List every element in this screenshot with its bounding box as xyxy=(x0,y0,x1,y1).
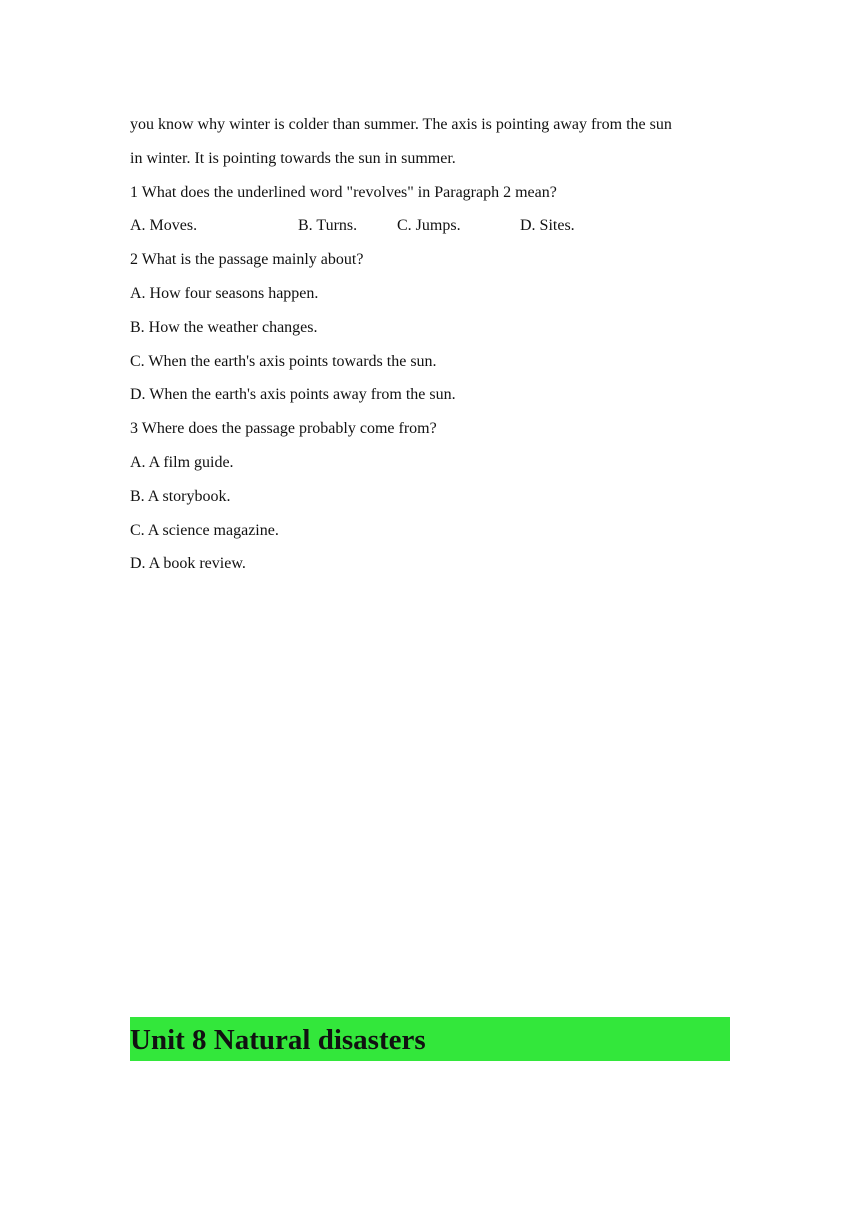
question-2-option-b: B. How the weather changes. xyxy=(130,318,318,336)
question-2-text: 2 What is the passage mainly about? xyxy=(130,251,364,269)
question-1-options xyxy=(130,209,730,243)
question-3-option-d: D. A book review. xyxy=(130,555,246,573)
question-3-option-b: B. A storybook. xyxy=(130,487,231,505)
passage-line: you know why winter is colder than summer. The axis is pointing away from the sun xyxy=(130,116,672,133)
question-3-option-a: A. A film guide. xyxy=(130,453,234,471)
question-1-option-d: D. Sites. xyxy=(520,217,575,235)
question-1-option-b: B. Turns. xyxy=(298,217,358,235)
question-1-text: 1 What does the underlined word "revolves" in Paragraph 2 mean? xyxy=(130,183,557,201)
question-2-option-d: D. When the earth's axis points away from the sun. xyxy=(130,386,456,404)
question-1-option-c: C. Jumps. xyxy=(397,217,461,235)
unit-heading-text: Unit 8 Natural disasters xyxy=(130,1024,426,1056)
passage-line: in winter. It is pointing towards the sun in summer. xyxy=(130,149,456,167)
document-content xyxy=(130,108,730,581)
question-2-option-a: A. How four seasons happen. xyxy=(130,284,319,302)
question-3-option-c: C. A science magazine. xyxy=(130,521,279,539)
unit-heading xyxy=(130,1017,730,1061)
question-3-text: 3 Where does the passage probably come from? xyxy=(130,420,437,438)
question-1-option-a: A. Moves. xyxy=(130,217,198,235)
question-2-option-c: C. When the earth's axis points towards the sun. xyxy=(130,352,437,370)
